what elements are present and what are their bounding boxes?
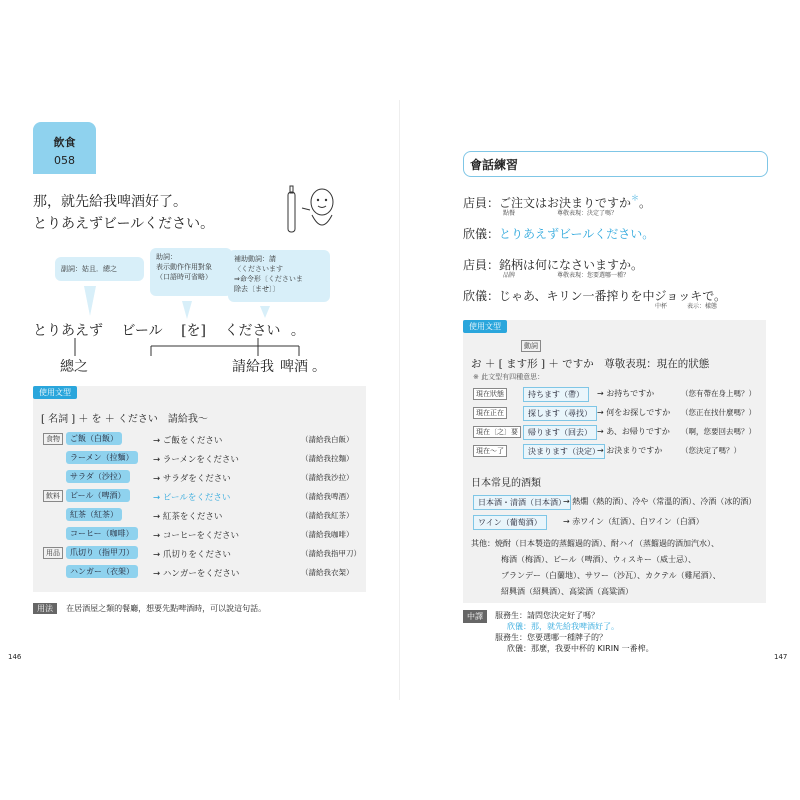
dialogue-line	[463, 254, 766, 282]
dialogue-mark: ＊	[631, 193, 640, 203]
row-word-pill: コーヒー（咖啡）	[66, 527, 138, 540]
wine-text: → 熱燗（熱的酒）、冷や（常溫的酒）、冷酒（冰的酒）	[563, 497, 757, 506]
honorific-tag: 現在正在	[473, 407, 507, 419]
verb-tag: 動詞	[521, 340, 541, 352]
pattern-section	[33, 386, 366, 592]
row-translation: （請給我咖啡）	[301, 530, 354, 539]
row-group-tag: 食物	[43, 433, 63, 445]
row-japanese: → コーヒーをください	[153, 531, 239, 541]
row-japanese: → ラーメンをください	[153, 455, 239, 465]
honorific-japanese: → お決まりですか	[597, 446, 663, 455]
dialogue-note: 品牌	[503, 272, 516, 279]
right-pattern-section	[463, 320, 766, 603]
breakdown-word-2: ビール	[121, 323, 163, 339]
dialogue-speaker: 欣儀：	[463, 227, 500, 241]
others-line: ブランデー（白蘭地）、サワー（沙瓦）、カクテル（雞尾酒）、	[501, 571, 721, 580]
category-tab	[33, 122, 96, 174]
dialogue-text: とりあえずビールください。	[499, 227, 655, 241]
honorific-rows	[463, 386, 766, 462]
conversation-title-box	[463, 151, 768, 177]
bubble-pointer-particle	[182, 301, 192, 319]
wine-rows	[463, 494, 766, 534]
row-japanese: → サラダをください	[153, 474, 231, 484]
others-list	[471, 536, 761, 600]
honorific-tag: 現在〔之〕要	[473, 426, 521, 438]
others-line: 其他：焼酎（日本製造的蒸餾過的酒）、酎ハイ（蒸餾過的酒加汽水）、	[471, 539, 719, 548]
breakdown-translation-1: 總之	[60, 359, 88, 375]
dialogue-text: 銘柄は何になさいますか。	[499, 258, 644, 272]
row-translation: （請給我指甲刀）	[301, 549, 361, 558]
honorific-pattern: お ＋ [ ます形 ] ＋ ですか 尊敬表現：現在的狀態	[471, 358, 710, 370]
pattern-row	[33, 527, 366, 543]
translation-label: 中譯	[463, 610, 487, 623]
translation-line: 服務生：您要選哪一種牌子的？	[495, 633, 607, 642]
dialogue-line	[463, 223, 766, 251]
lesson-number: 058	[54, 154, 75, 167]
row-word-pill: ラーメン（拉麵）	[66, 451, 138, 464]
row-translation: （請給我沙拉）	[301, 473, 354, 482]
usage-text: 在居酒屋之類的餐廳，想要先點啤酒時，可以說這句話。	[66, 604, 267, 613]
pattern-note: ※ 此文型有四種意思：	[473, 373, 545, 381]
category-label: 飲食	[53, 136, 76, 149]
row-group-tag: 飲料	[43, 490, 63, 502]
breakdown-translation-3: 啤酒	[280, 359, 308, 375]
dialogue-note: 中杯	[655, 303, 668, 310]
breakdown-word-5: 。	[290, 323, 305, 339]
breakdown-translation-2: 請給我	[232, 359, 274, 375]
dialogue-note: 表示：樣態	[687, 303, 718, 310]
usage-label: 用法	[33, 603, 57, 614]
honorific-pill: 持ちます（帶）	[523, 387, 589, 402]
honorific-translation: （啊，您要回去嗎？）	[681, 427, 756, 436]
pattern-title: [ 名詞 ] ＋ を ＋ ください 請給我～	[41, 414, 208, 425]
honorific-translation: （您正在找什麼嗎？）	[681, 408, 756, 417]
dialogue-end: 。	[639, 196, 652, 210]
row-translation: （請給我白飯）	[301, 435, 354, 444]
row-japanese: → 爪切りをください	[153, 550, 231, 560]
wine-row	[463, 494, 766, 512]
zh-title: 那，就先給我啤酒好了。	[33, 194, 187, 210]
honorific-pill: 帰ります（回去）	[523, 425, 597, 440]
translation-line: 服務生：請問您決定好了嗎？	[495, 611, 599, 620]
row-japanese: → 紅茶をください	[153, 512, 223, 522]
honorific-pill: 探します（尋找）	[523, 406, 597, 421]
dialogue-line	[463, 192, 766, 220]
others-line: 紹興酒（紹興酒）、高梁酒（高粱酒）	[501, 587, 633, 596]
pattern-row	[33, 489, 366, 505]
dialogue-note: 尊敬表現：決定了嗎？	[557, 210, 618, 217]
row-word-pill: ご飯（白飯）	[66, 432, 122, 445]
dialogue	[463, 192, 766, 320]
bubble-adverb: 副詞：姑且．總之	[55, 257, 144, 281]
dialogue-speaker: 欣儀：	[463, 289, 500, 303]
honorific-tag: 現在～了	[473, 445, 507, 457]
honorific-japanese: → あ、お帰りですか	[597, 427, 670, 436]
row-word-pill: ハンガー（衣架）	[66, 565, 138, 578]
beer-mascot-illustration	[280, 180, 340, 240]
pattern-row	[33, 432, 366, 448]
row-japanese: → ご飯をください	[153, 436, 223, 446]
pattern-row	[33, 508, 366, 524]
honorific-pill: 決まります（決定）	[523, 444, 605, 459]
honorific-row	[463, 443, 766, 461]
row-japanese: → ビールをください	[153, 493, 231, 503]
pattern-rows	[33, 432, 366, 592]
dialogue-speaker: 店員：	[463, 258, 500, 272]
honorific-row	[463, 424, 766, 442]
wine-pill: ワイン（葡萄酒）	[473, 515, 547, 530]
honorific-row	[463, 405, 766, 423]
pattern-row	[33, 546, 366, 562]
honorific-tag: 現在狀態	[473, 388, 507, 400]
usage-note	[33, 596, 366, 612]
breakdown-translation-4: 。	[312, 359, 326, 375]
bubble-pointer-adverb	[84, 286, 96, 316]
row-word-pill: ビール（啤酒）	[66, 489, 130, 502]
dialogue-text: じゃあ、キリン一番搾りを中ジョッキで。	[499, 289, 727, 303]
row-word-pill: 紅茶（紅茶）	[66, 508, 122, 521]
bubble-pointer-auxverb	[260, 306, 270, 318]
pattern-row	[33, 451, 366, 467]
right-pattern-label: 使用文型	[463, 320, 507, 333]
honorific-row	[463, 386, 766, 404]
pattern-row	[33, 565, 366, 581]
honorific-japanese: → お持ちですか	[597, 389, 655, 398]
row-translation: （請給我啤酒）	[301, 492, 354, 501]
jp-title: とりあえずビールください。	[33, 216, 215, 232]
row-group-tag: 用品	[43, 547, 63, 559]
translation-line: 欣儀：那麼，我要中杯的 KIRIN 一番榨。	[507, 644, 654, 653]
conversation-title: 會話練習	[470, 158, 519, 172]
row-japanese: → ハンガーをください	[153, 569, 240, 579]
breakdown-word-1: とりあえず	[33, 323, 103, 339]
dialogue-text: ご注文はお決まりですか	[499, 196, 632, 210]
honorific-japanese: → 何をお探しですか	[597, 408, 671, 417]
translation-lines	[495, 610, 765, 654]
wine-text: → 赤ワイン（紅酒）、白ワイン（白酒）	[563, 517, 704, 526]
row-translation: （請給我紅茶）	[301, 511, 354, 520]
row-translation: （請給我衣架）	[301, 568, 354, 577]
page-number-left: 146	[8, 653, 22, 661]
wine-pill: 日本酒・清酒（日本酒）	[473, 495, 571, 510]
right-page	[400, 0, 800, 800]
row-translation: （請給我拉麵）	[301, 454, 354, 463]
dialogue-line	[463, 285, 766, 313]
row-word-pill: 爪切り（指甲刀）	[66, 546, 138, 559]
honorific-translation: （您有帶在身上嗎？）	[681, 389, 756, 398]
translation-section	[463, 610, 766, 660]
dialogue-note: 點餐	[503, 210, 516, 217]
bubble-particle: 助詞： 表示動作作用對象 （口語時可省略）	[150, 248, 232, 296]
wine-title: 日本常見的酒類	[471, 478, 541, 489]
dialogue-note: 尊敬表現：您要選哪一種？	[557, 272, 630, 279]
breakdown-word-3: [を]	[181, 323, 207, 339]
translation-line: 欣儀：那，就先給我啤酒好了。	[507, 622, 619, 631]
dialogue-speaker: 店員：	[463, 196, 500, 210]
breakdown-word-4: ください	[224, 323, 281, 339]
pattern-section-label: 使用文型	[33, 386, 77, 399]
bubble-auxverb: 補助動詞：請 〈くださいます ⇒命令形〔くださいま 除去〔ませ〕〕	[228, 250, 330, 302]
honorific-translation: （您決定了嗎？）	[681, 446, 741, 455]
wine-row	[463, 514, 766, 532]
others-line: 梅酒（梅酒）、ビール（啤酒）、ウィスキー（威士忌）、	[501, 555, 697, 564]
page-number-right: 147	[774, 653, 788, 661]
pattern-row	[33, 470, 366, 486]
row-word-pill: サラダ（沙拉）	[66, 470, 130, 483]
